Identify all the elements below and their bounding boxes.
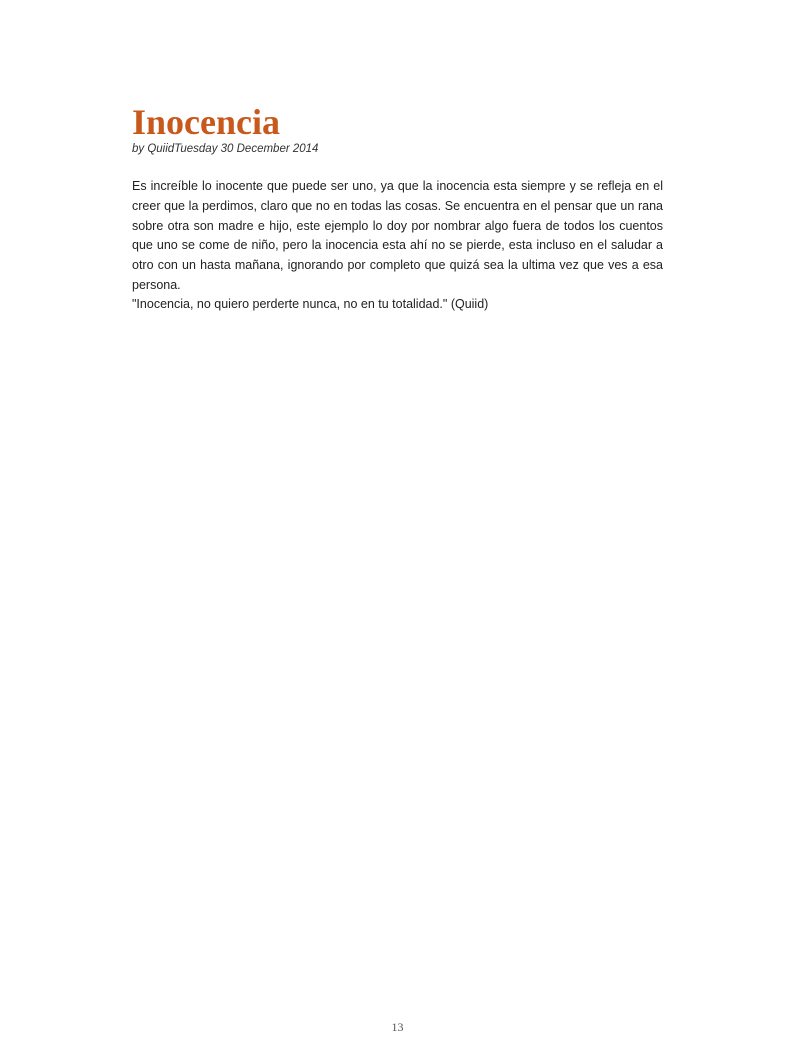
- page-number: 13: [391, 1020, 404, 1034]
- article-quote: "Inocencia, no quiero perderte nunca, no en tu totalidad." (Quiid): [132, 297, 489, 311]
- article-byline: by QuiidTuesday 30 December 2014: [132, 143, 319, 155]
- article-title: Inocencia: [132, 102, 280, 142]
- article-body: Es increíble lo inocente que puede ser uno, ya que la inocencia esta siempre y se refleja en el creer que la perdimos, claro que no en todas las cosas. Se encuentra en el pensar que un rana sobre otra son madre e hijo, este ejemplo lo doy por nombrar algo fuera de todos los cuentos que uno se come de niño, pero la inocencia esta ahí no se pierde, esta incluso en el saludar a otro con un hasta mañana, ignorando por completo que quizá sea la ultima vez que ves a esa persona.: [132, 179, 663, 292]
